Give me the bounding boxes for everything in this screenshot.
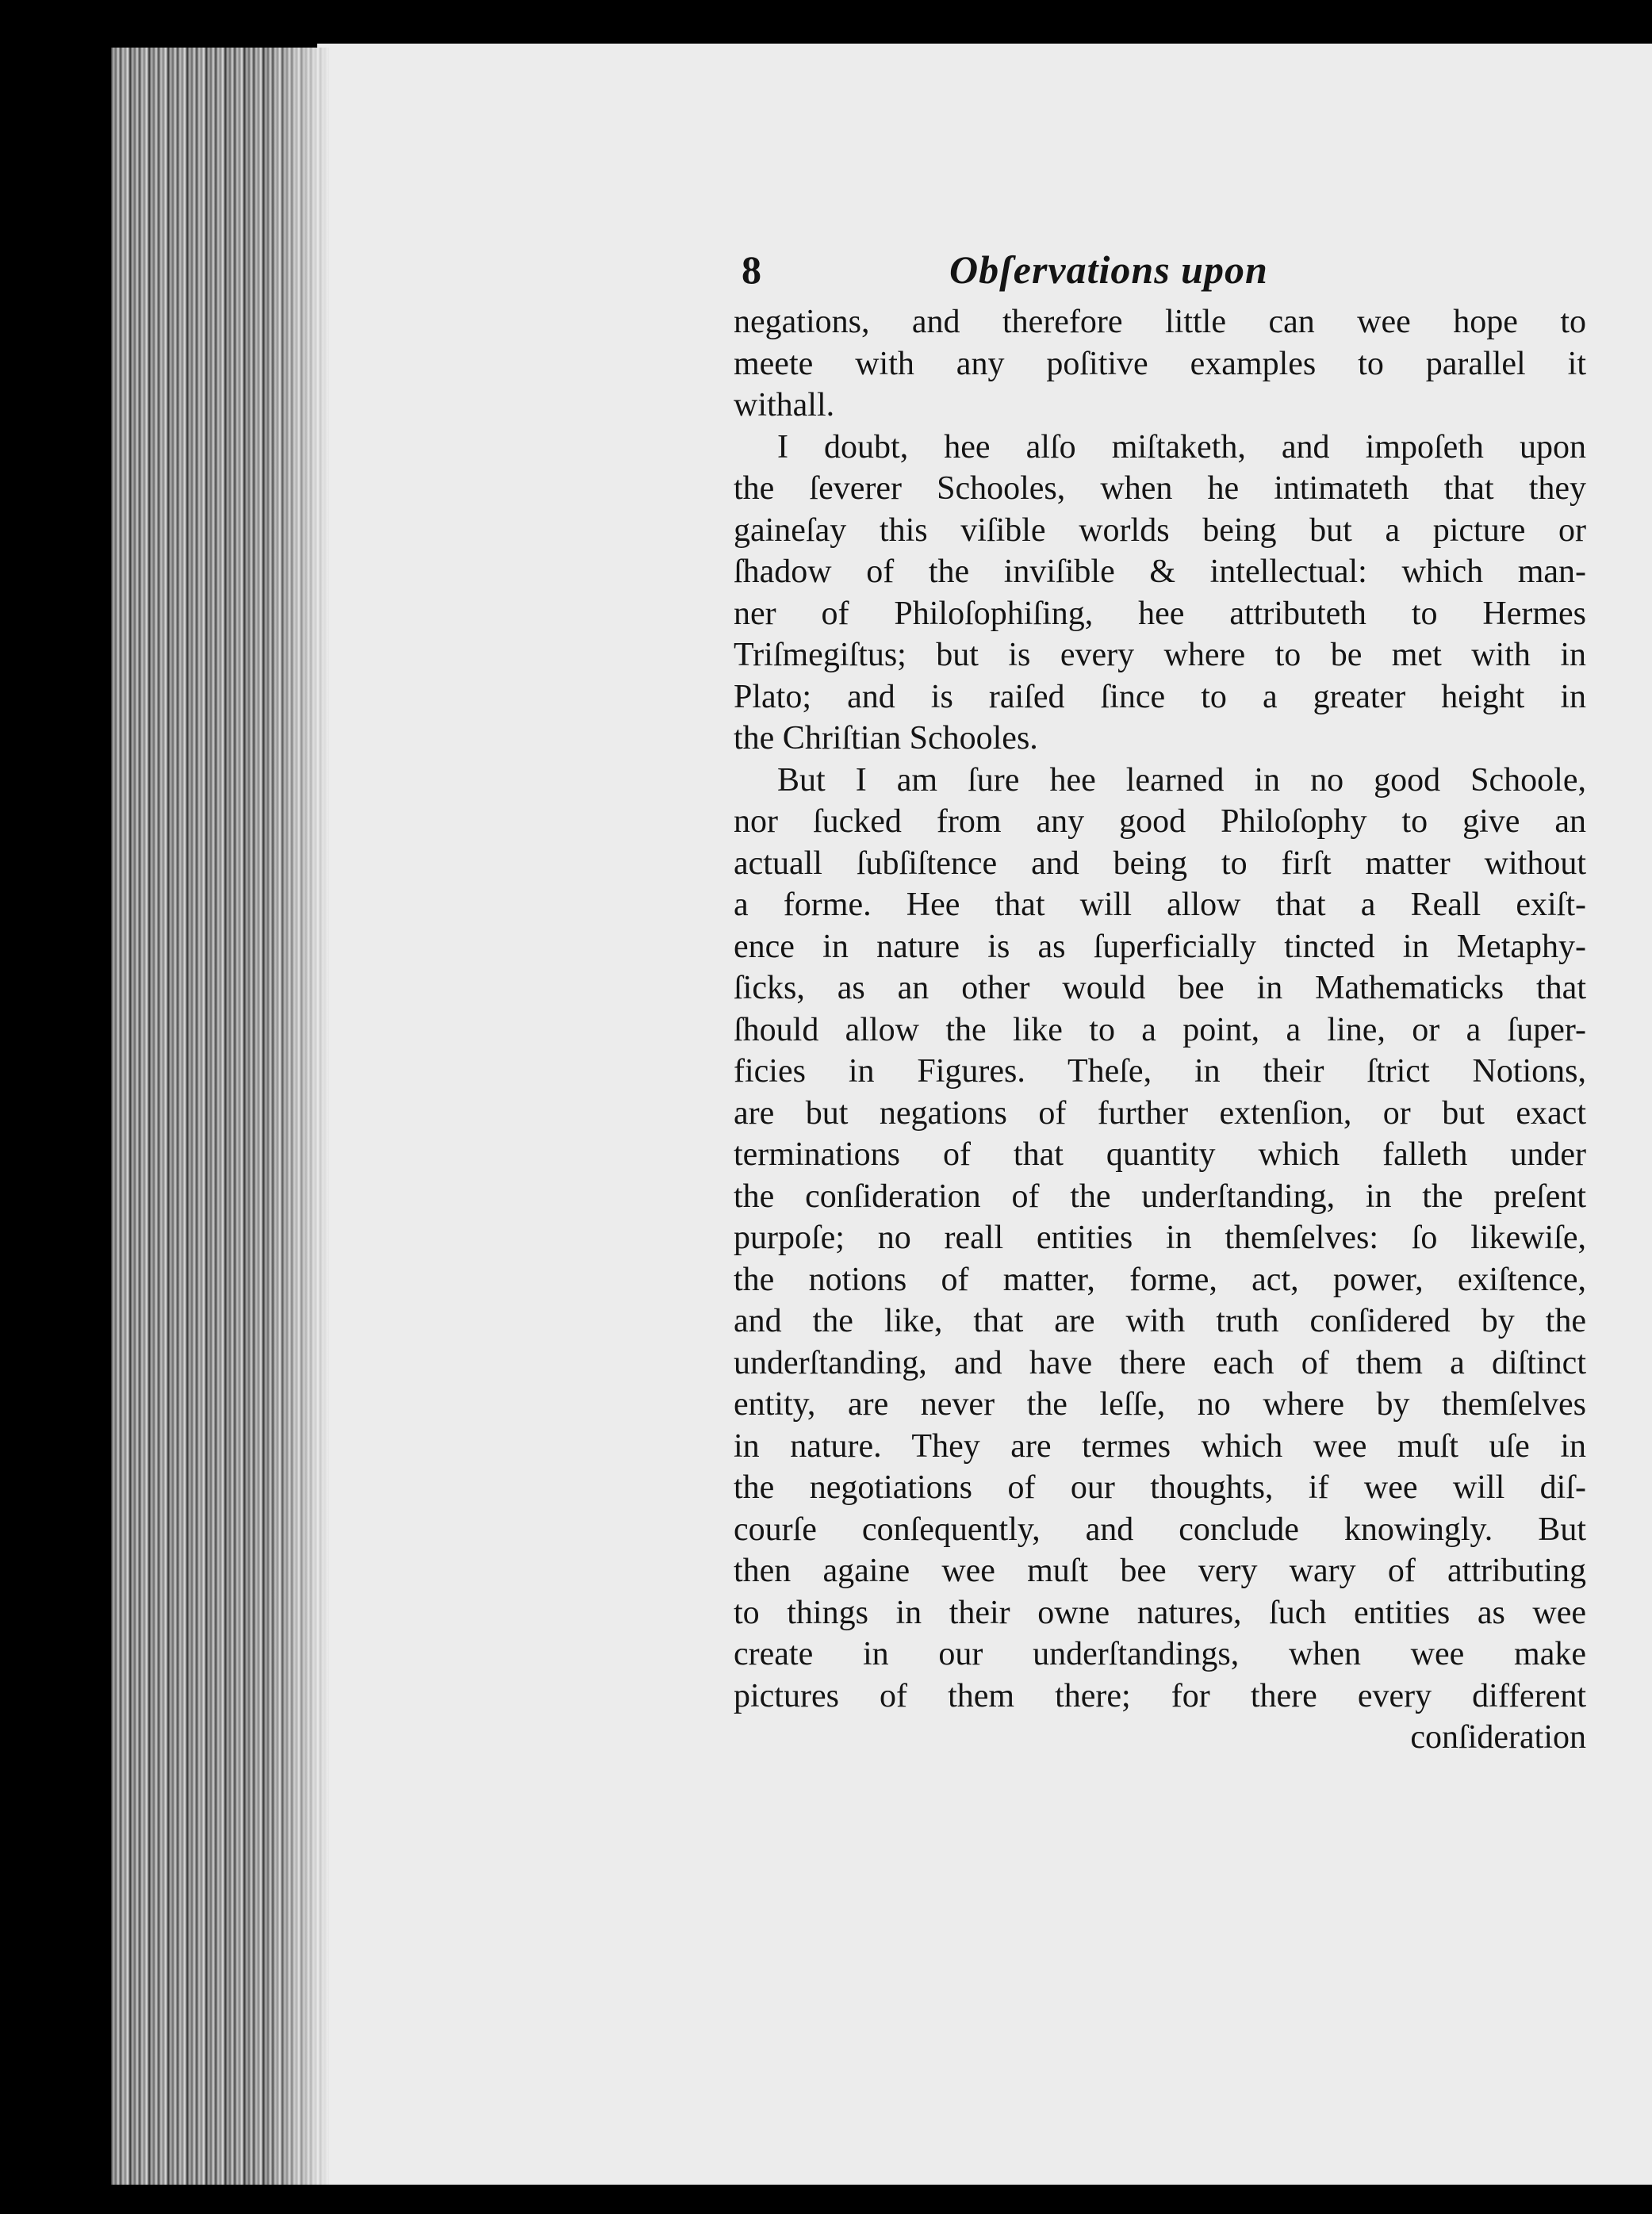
text-line: ence in nature is as ſuperficially tincted in Metaphy- xyxy=(734,928,1586,965)
page-content xyxy=(734,238,1586,1759)
text-line: gaineſay this viſible worlds being but a picture or xyxy=(734,511,1586,549)
text-line: ner of Philoſophiſing, hee attributeth to Hermes xyxy=(734,595,1586,632)
text-line: withall. xyxy=(734,387,835,423)
text-line: purpoſe; no reall entities in themſelves: ſo likewiſe, xyxy=(734,1220,1586,1256)
running-title: Obſervations upon xyxy=(949,247,1268,292)
text-line: to things in their owne natures, ſuch entities as wee xyxy=(734,1594,1586,1631)
text-line: But I am ſure hee learned in no good Schoole, xyxy=(777,761,1586,799)
text-line: the conſideration of the underſtanding, in the preſent xyxy=(734,1178,1586,1215)
text-line: and the like, that are with truth conſidered by the xyxy=(734,1303,1586,1339)
page-edge-shadow xyxy=(270,48,333,2185)
text-line: ſicks, as an other would bee in Mathematicks that xyxy=(734,970,1586,1006)
text-line: are but negations of further extenſion, or but exact xyxy=(734,1094,1586,1132)
running-head xyxy=(734,238,1586,301)
text-line: in nature. They are termes which wee muſt uſe in xyxy=(734,1427,1586,1465)
page-number: 8 xyxy=(742,247,761,292)
text-line: then againe wee muſt bee very wary of attributing xyxy=(734,1553,1586,1589)
text-line: the Chriſtian Schooles. xyxy=(734,720,1038,757)
text-line: I doubt, hee alſo miſtaketh, and impoſeth upon xyxy=(777,428,1586,465)
text-line: the notions of matter, forme, act, power, exiſtence, xyxy=(734,1261,1586,1298)
text-line: a forme. Hee that will allow that a Reall exiſt- xyxy=(734,887,1586,923)
text-line: underſtanding, and have there each of them a diſtinct xyxy=(734,1344,1586,1381)
text-line: courſe conſequently, and conclude knowingly. But xyxy=(734,1511,1586,1548)
catchword: conſideration xyxy=(1410,1719,1586,1756)
text-line: terminations of that quantity which falleth under xyxy=(734,1136,1586,1173)
text-line: pictures of them there; for there every different xyxy=(734,1677,1586,1714)
text-line: Triſmegiſtus; but is every where to be met with in xyxy=(734,637,1586,673)
text-line: nor ſucked from any good Philoſophy to give an xyxy=(734,803,1586,840)
text-line: the negotiations of our thoughts, if wee will diſ- xyxy=(734,1469,1586,1506)
text-line: ſhould allow the like to a point, a line, or a ſuper- xyxy=(734,1011,1586,1048)
text-line: create in our underſtandings, when wee make xyxy=(734,1636,1586,1672)
text-line: actuall ſubſiſtence and being to firſt matter without xyxy=(734,845,1586,882)
text-body xyxy=(734,301,1586,1717)
text-line: the ſeverer Schooles, when he intimateth that they xyxy=(734,470,1586,507)
text-line: ficies in Figures. Theſe, in their ſtrict Notions, xyxy=(734,1053,1586,1090)
text-line: Plato; and is raiſed ſince to a greater height in xyxy=(734,678,1586,715)
text-line: meete with any poſitive examples to parallel it xyxy=(734,345,1586,382)
text-line: entity, are never the leſſe, no where by themſelves xyxy=(734,1386,1586,1423)
text-line: ſhadow of the inviſible & intellectual: which man- xyxy=(734,554,1586,590)
text-line: negations, and therefore little can wee hope to xyxy=(734,304,1586,340)
